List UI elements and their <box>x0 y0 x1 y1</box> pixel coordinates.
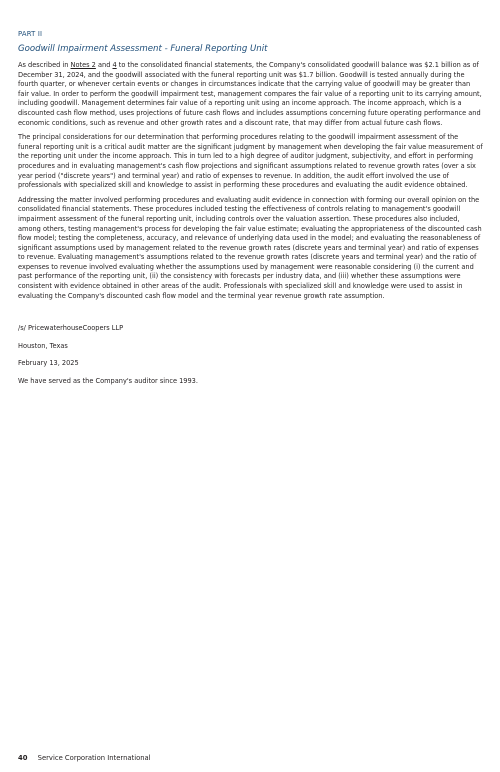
page-number: 40 <box>18 754 28 762</box>
paragraph-prefix: As described in <box>18 61 71 69</box>
auditor-tenure: We have served as the Company's auditor since 1993. <box>18 377 198 386</box>
page-footer <box>18 754 151 762</box>
firm-signature: /s/ PricewaterhouseCoopers LLP <box>18 324 124 333</box>
signature-date: February 13, 2025 <box>18 359 79 368</box>
paragraph-rest: to the consolidated financial statements, the Company's consolidated goodwill balance was $2.1 billion as of December 31, 2024, and the goodwill associated with the funeral reporting unit was $1.7 billion. Goodwill is tested annually during the fourth quarter, or whenever certain events or changes in circumstances indicate that the carrying value of goodwill may be greater than fair value. In order to perform the goodwill impairment test, management compares the fair value of a reporting unit to its carrying amount, including goodwill. Management determines fair value of a reporting unit using an income approach. The income approach, which is a discounted cash flow method, uses projections of future cash flows and includes assumptions concerning future operating performance and economic conditions, such as revenue and other growth rates and a discount rate, that may differ from actual future cash flows. <box>18 61 482 127</box>
paragraph-addressing-matter: Addressing the matter involved performing procedures and evaluating audit evidence in connection with forming our overall opinion on the consolidated financial statements. These procedures included testing the effectiveness of controls relating to management's goodwill impairment assessment of the funeral reporting unit, including controls over the valuation assertion. These procedures also included, among others, testing management's process for developing the fair value estimate; evaluating the appropriateness of the discounted cash flow model; testing the completeness, accuracy, and relevance of underlying data used in the model; and evaluating the reasonableness of significant assumptions used by management related to the revenue growth rates (discrete years and terminal year) and ratio of expenses to revenue. Evaluating management's assumptions related to the revenue growth rates (discrete years and terminal year) and the ratio of expenses to revenue involved evaluating whether the assumptions used by management were reasonable considering (i) the current and past performance of the reporting unit, (ii) the consistency with forecasts per industry data, and (iii) whether these assumptions were consistent with evidence obtained in other areas of the audit. Professionals with specialized skill and knowledge were used to assist in evaluating the Company's discounted cash flow model and the terminal year revenue growth rate assumption. <box>18 195 482 300</box>
notes-2-link[interactable]: Notes 2 <box>70 61 96 69</box>
part-label: PART II <box>18 30 43 38</box>
paragraph-background <box>18 61 483 128</box>
section-title: Goodwill Impairment Assessment - Funeral Reporting Unit <box>18 44 268 54</box>
signature-location: Houston, Texas <box>18 341 68 350</box>
signature-block <box>18 324 483 386</box>
note-4-link[interactable]: 4 <box>112 61 117 69</box>
paragraph-and: and <box>95 61 113 69</box>
company-name: Service Corporation International <box>37 754 151 762</box>
document-page <box>18 30 483 395</box>
paragraph-principal-considerations: The principal considerations for our determination that performing procedures relating to the goodwill impairment assessment of the funeral reporting unit is a critical audit matter are the significant judgment by management when developing the fair value measurement of the reporting unit under the income approach. This in turn led to a high degree of auditor judgment, subjectivity, and effort in performing procedures and in evaluating management's cash flow projections and significant assumptions related to revenue growth rates (over a six year period ("discrete years") and terminal year) and ratio of expenses to revenue. In addition, the audit effort involved the use of professionals with specialized skill and knowledge to assist in performing these procedures and evaluating the audit evidence obtained. <box>18 133 483 190</box>
